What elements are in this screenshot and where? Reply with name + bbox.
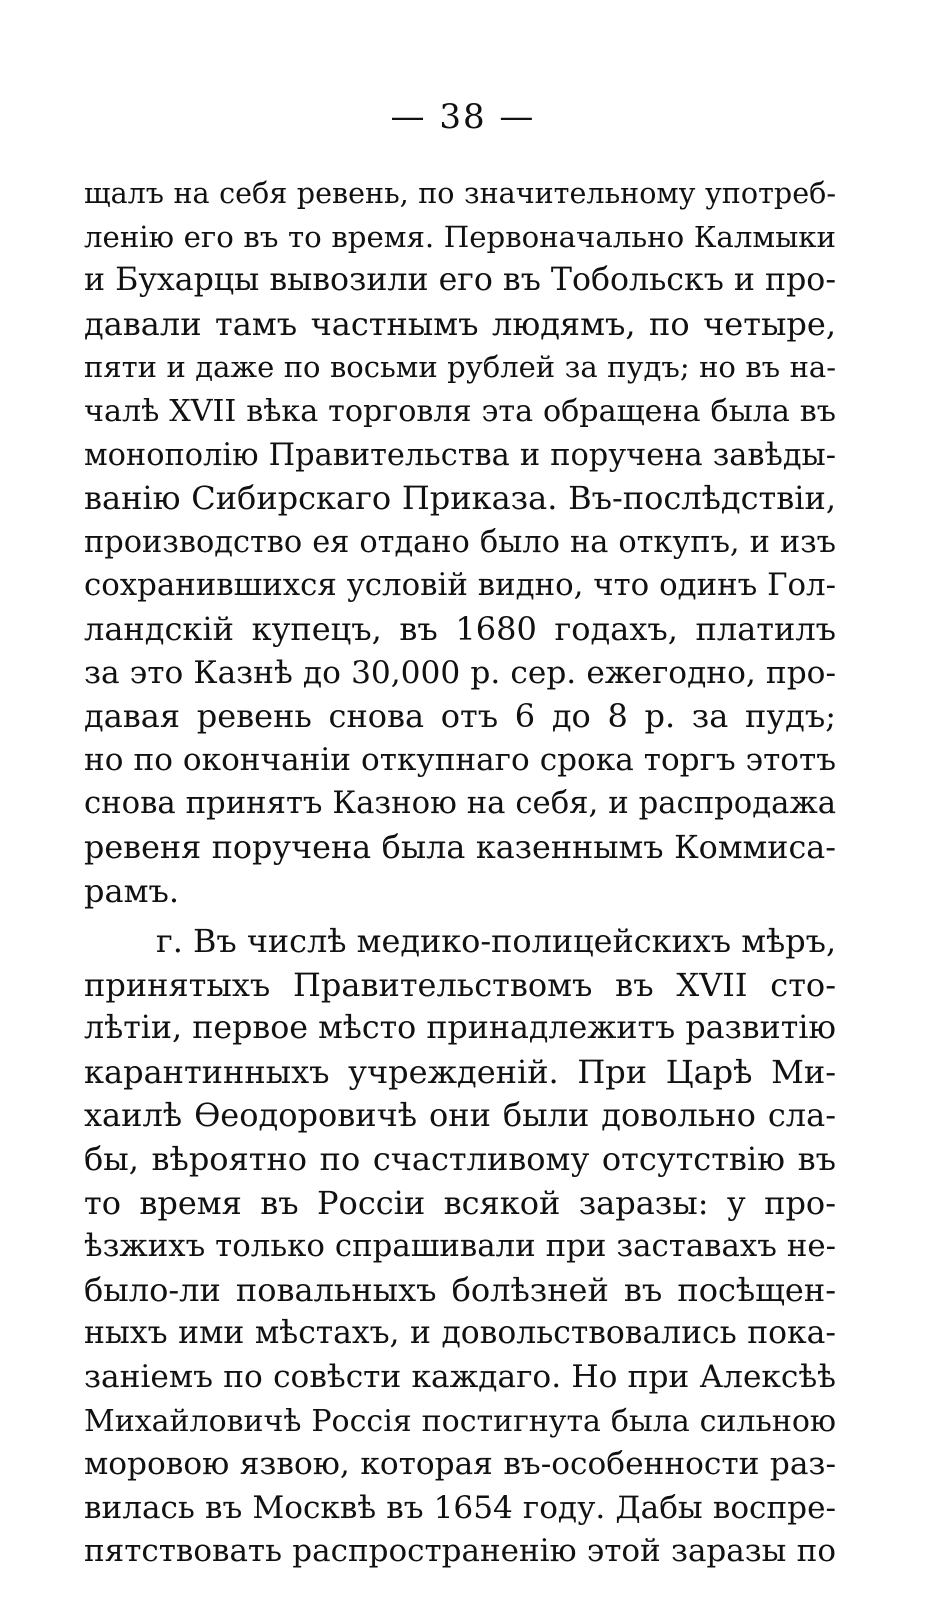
text-line: карантинныхъ учрежденій. При Царѣ Ми- — [84, 1052, 836, 1091]
text-line: моровою язвою, которая въ-особенности раз- — [84, 1446, 836, 1483]
text-line: ревеня поручена была казеннымъ Коммиса- — [84, 828, 836, 866]
text-line: ныхъ ими мѣстахъ, и довольствовались пока- — [84, 1315, 836, 1352]
text-line: заніемъ по совѣсти каждаго. Но при Алексѣѣ — [84, 1359, 836, 1396]
text-line: ванію Сибирскаго Приказа. Въ-послѣдствіи, — [84, 479, 836, 518]
text-line: лѣтіи, первое мѣсто принадлежитъ развитію — [84, 1010, 836, 1047]
text-line: снова принятъ Казною на себя, и распродажа — [84, 786, 836, 822]
text-line: чалѣ XVII вѣка торговля эта обращена была въ — [84, 393, 836, 429]
text-line: пятствовать распространенію этой заразы по — [84, 1533, 836, 1570]
text-line: за это Казнѣ до 30,000 р. сер. ежегодно, про- — [84, 654, 836, 691]
text-line: ландскій купецъ, въ 1680 годахъ, платилъ — [84, 609, 836, 648]
text-line: бы, вѣроятно по счастливому отсутствію въ — [84, 1140, 836, 1179]
text-line: то время въ Россіи всякой заразы: у про- — [84, 1183, 836, 1222]
text-line: монополію Правительства и поручена завѣды- — [84, 437, 836, 473]
text-line: принятыхъ Правительствомъ въ XVII сто- — [84, 965, 836, 1004]
text-line: рамъ. — [84, 871, 179, 910]
text-line: пяти и даже по восьми рублей за пудъ; но въ на- — [84, 350, 836, 385]
paragraph-1 — [84, 172, 836, 913]
text-line: давая ревень снова отъ 6 до 8 р. за пудъ; — [84, 697, 836, 736]
text-line: ѣзжихъ только спрашивали при заставахъ не- — [84, 1228, 836, 1265]
text-line: вилась въ Москвѣ въ 1654 году. Дабы воспре- — [84, 1489, 836, 1526]
text-line: ленію его въ то время. Первоначально Калмыки — [84, 219, 836, 254]
body-text — [84, 172, 836, 1574]
text-line: давали тамъ частнымъ людямъ, по четыре, — [84, 304, 836, 343]
text-line: г. Въ числѣ медико-полицейскихъ мѣръ, — [156, 922, 837, 961]
text-line: было-ли повальныхъ болѣзней въ посѣщен- — [84, 1270, 836, 1309]
text-line: Михайловичѣ Россія постигнута была сильною — [84, 1403, 836, 1439]
text-line: сохранившихся условій видно, что одинъ Гол- — [84, 567, 836, 604]
text-line: но по окончаніи откупнаго срока торгъ этотъ — [84, 741, 836, 778]
text-line: щалъ на себя ревень, по значительному употреб- — [84, 176, 836, 210]
text-line: хаилѣ Ѳеодоровичѣ они были довольно сла- — [84, 1096, 836, 1135]
page-number: — 38 — — [390, 97, 536, 137]
text-line: и Бухарцы вывозили его въ Тобольскъ и про- — [84, 262, 836, 299]
text-line: производство ея отдано было на откупъ, и изъ — [84, 524, 836, 560]
paragraph-gap — [84, 913, 836, 920]
paragraph-2 — [84, 920, 836, 1574]
